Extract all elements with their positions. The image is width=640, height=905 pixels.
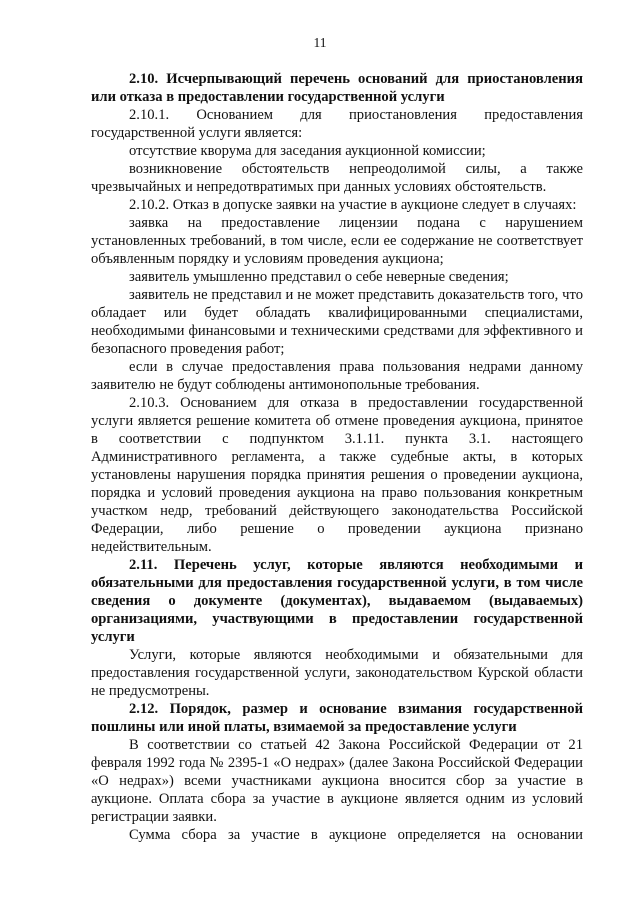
page-number: 11 [313,35,327,50]
paragraph-continued: Сумма сбора за участие в аукционе определяется на основании [129,827,583,843]
paragraph: Услуги, которые являются необходимыми и обязательными для предоставления государственной услуги, законодательством Курской области не предусмотрены. [91,647,583,699]
section-heading-2-10: 2.10. Исчерпывающий перечень оснований для приостановления или отказа в предоставлении государственной услуги [91,71,583,105]
document-body [91,70,583,844]
paragraph: 2.10.3. Основанием для отказа в предоставлении государственной услуги является решение комитета об отмене проведения аукциона, принятое в соответствии с подпунктом 3.1.11. пункта 3.1. настоящего Административного регламента, а также судебные акты, в которых установлены нарушения порядка принятия решения о проведении аукциона, порядка и условий проведения аукциона на право пользования конкретным участком недр, требований действующего законодательства Российской Федерации, либо решение о проведении аукциона признано недействительным. [91,395,583,555]
paragraph: В соответствии со статьей 42 Закона Российской Федерации от 21 февраля 1992 года № 2395-1 «О недрах» (далее Закона Российской Федерации «О недрах») всеми участниками аукциона вносится сбор за участие в аукционе. Оплата сбора за участие в аукционе является одним из условий регистрации заявки. [91,737,583,825]
list-item: заявка на предоставление лицензии подана с нарушением установленных требований, в том числе, если ее содержание не соответствует объявленным порядку и условиям проведения аукциона; [91,215,583,267]
paragraph: 2.10.1. Основанием для приостановления предоставления государственной услуги является: [91,107,583,141]
list-item: возникновение обстоятельств непреодолимой силы, а также чрезвычайных и непредотвратимых при данных условиях обстоятельств. [91,161,583,195]
section-heading-2-12: 2.12. Порядок, размер и основание взимания государственной пошлины или иной платы, взимаемой за предоставление услуги [91,701,583,735]
paragraph: 2.10.2. Отказ в допуске заявки на участие в аукционе следует в случаях: [129,197,577,213]
list-item: заявитель не представил и не может представить доказательств того, что обладает или будет обладать квалифицированными специалистами, необходимыми финансовыми и техническими средствами для эффективного и безопасного проведения работ; [91,287,583,357]
section-heading-2-11: 2.11. Перечень услуг, которые являются необходимыми и обязательными для предоставления государственной услуги, в том числе сведения о документе (документах), выдаваемом (выдаваемых) организациями, участвующими в предоставлении государственной услуги [91,557,583,645]
list-item: если в случае предоставления права пользования недрами данному заявителю не будут соблюдены антимонопольные требования. [91,359,583,393]
list-item: заявитель умышленно представил о себе неверные сведения; [129,269,509,285]
list-item: отсутствие кворума для заседания аукционной комиссии; [129,143,486,159]
